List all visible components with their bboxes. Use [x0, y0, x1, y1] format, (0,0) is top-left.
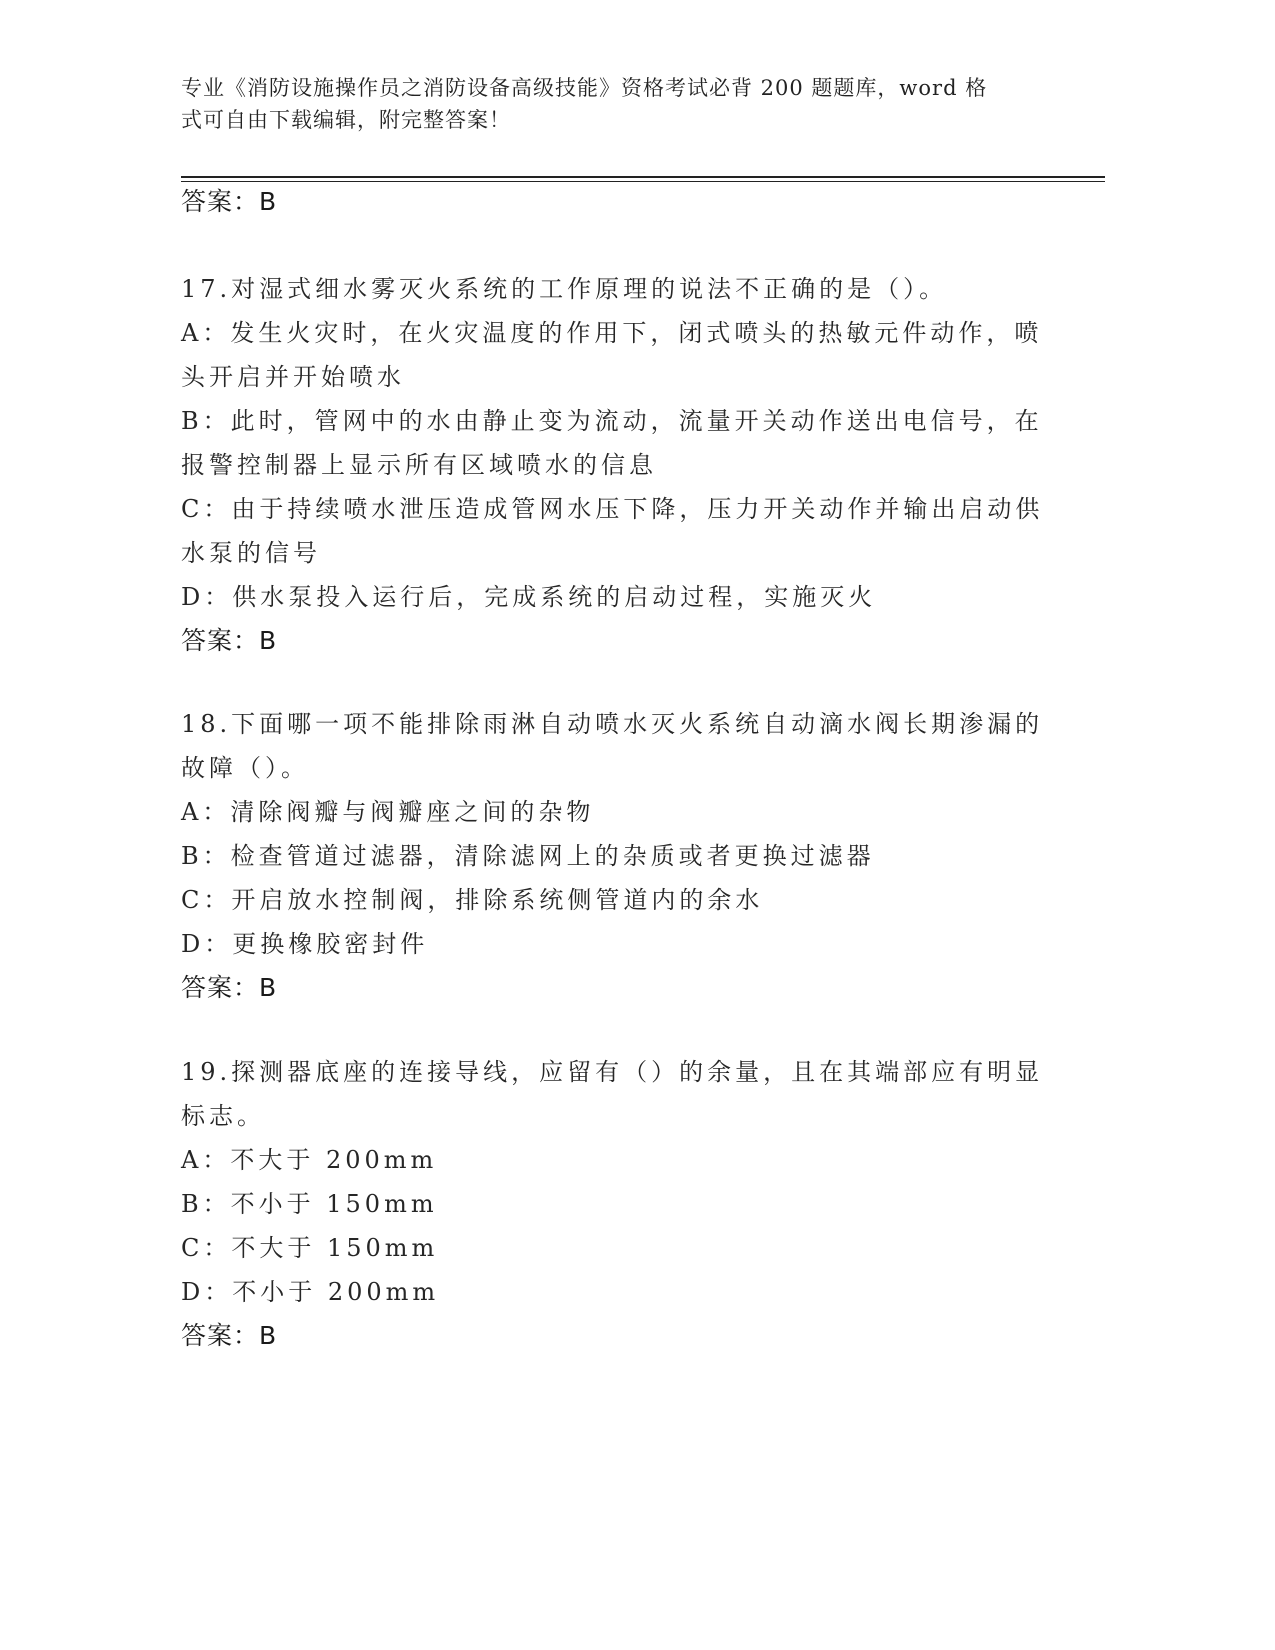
question-17-stem: 17.对湿式细水雾灭火系统的工作原理的说法不正确的是（）。 [181, 275, 948, 303]
question-19-option-b: B：不小于 150mm [181, 1190, 438, 1218]
question-19 [181, 1050, 1061, 1358]
question-17 [181, 267, 1061, 663]
previous-answer: 答案：B [181, 187, 278, 216]
header-line-2: 式可自由下载编辑，附完整答案！ [181, 108, 511, 132]
question-17-option-c: C：由于持续喷水泄压造成管网水压下降，压力开关动作并输出启动供 水泵的信号 [181, 495, 1044, 567]
header-rule-thick [181, 176, 1105, 178]
question-18-answer: 答案：B [181, 973, 278, 1002]
question-18-option-b: B：检查管道过滤器，清除滤网上的杂质或者更换过滤器 [181, 842, 875, 870]
question-17-answer: 答案：B [181, 626, 278, 655]
question-19-option-d: D：不小于 200mm [181, 1278, 440, 1306]
document-header [181, 72, 1061, 136]
question-19-option-a: A：不大于 200mm [181, 1146, 438, 1174]
question-17-option-b: B：此时，管网中的水由静止变为流动，流量开关动作送出电信号，在 报警控制器上显示所有区域喷水的信息 [181, 407, 1043, 479]
question-18-option-d: D：更换橡胶密封件 [181, 930, 429, 958]
question-18-option-a: A：清除阀瓣与阀瓣座之间的杂物 [181, 798, 595, 826]
question-17-option-d: D：供水泵投入运行后，完成系统的启动过程，实施灭火 [181, 583, 877, 611]
previous-answer-block [181, 180, 1061, 224]
question-19-stem: 19.探测器底座的连接导线，应留有（）的余量，且在其端部应有明显 标志。 [181, 1058, 1044, 1130]
question-18 [181, 702, 1061, 1010]
question-18-stem: 18.下面哪一项不能排除雨淋自动喷水灭火系统自动滴水阀长期渗漏的 故障（）。 [181, 710, 1044, 782]
question-18-option-c: C：开启放水控制阀，排除系统侧管道内的余水 [181, 886, 764, 914]
header-line-1: 专业《消防设施操作员之消防设备高级技能》资格考试必背 200 题题库，word 格 [181, 76, 988, 100]
question-19-option-c: C：不大于 150mm [181, 1234, 439, 1262]
question-17-option-a: A：发生火灾时，在火灾温度的作用下，闭式喷头的热敏元件动作，喷 头开启并开始喷水 [181, 319, 1043, 391]
question-19-answer: 答案：B [181, 1321, 278, 1350]
